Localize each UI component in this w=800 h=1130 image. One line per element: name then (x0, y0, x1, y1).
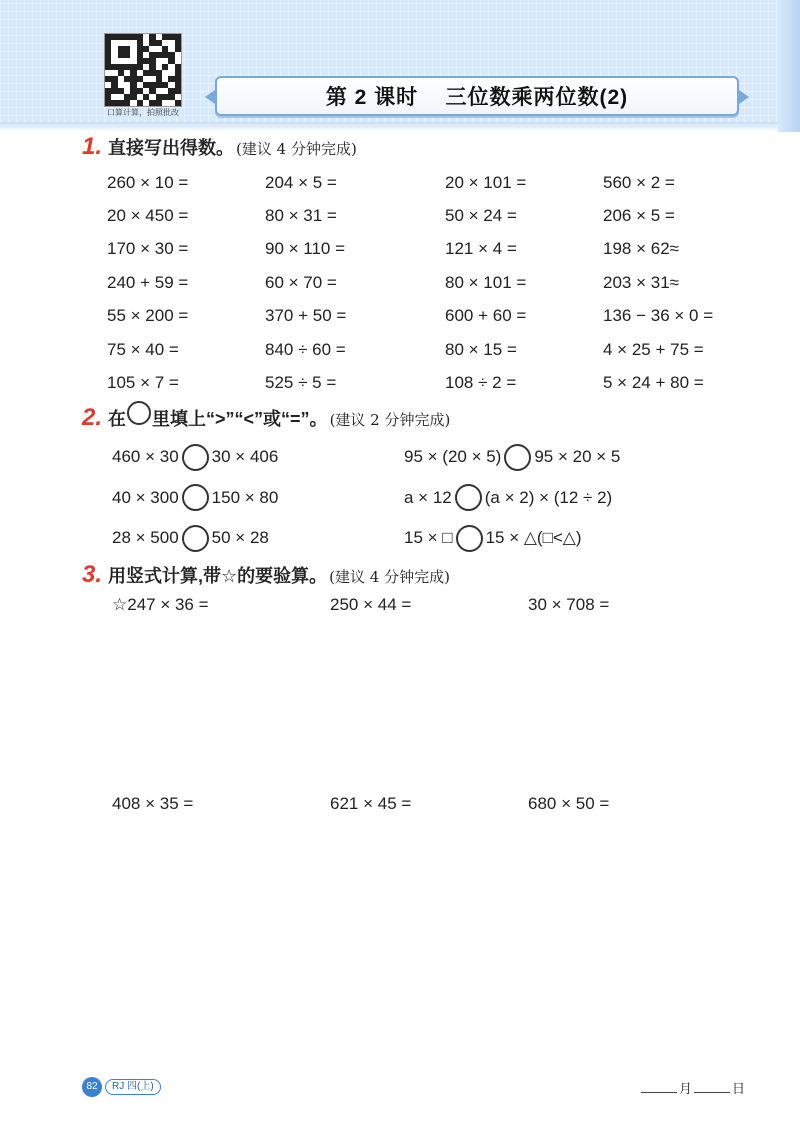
comparison-item (404, 525, 582, 552)
comparison-left-expression: 460 × 30 (112, 447, 179, 467)
mental-math-problem[interactable]: 206 × 5 = (603, 206, 675, 226)
mental-math-problem[interactable]: 204 × 5 = (265, 172, 337, 192)
mental-math-problem[interactable]: 80 × 15 = (445, 339, 517, 359)
vertical-calc-problem[interactable]: 30 × 708 = (528, 595, 610, 614)
vertical-calc-row-1 (112, 595, 609, 615)
comparison-left-expression: 40 × 300 (112, 487, 179, 507)
mental-math-problem[interactable]: 170 × 30 = (107, 239, 189, 259)
section-1-heading (82, 133, 357, 161)
section-1-text: 直接写出得数。 (108, 138, 235, 158)
mental-math-problem[interactable]: 75 × 40 = (107, 339, 179, 359)
section-2-text-after: 里填上“>”“<”或“=”。 (152, 409, 328, 429)
comparison-left-expression: 95 × (20 × 5) (404, 447, 502, 467)
comparison-left-expression: 15 × □ (404, 528, 453, 548)
month-blank[interactable] (641, 1092, 677, 1093)
comparison-left-expression: 28 × 500 (112, 528, 179, 548)
answer-circle[interactable] (504, 444, 531, 471)
page-number: 82 (82, 1077, 102, 1097)
section-1-hint: (建议 4 分钟完成) (236, 140, 357, 158)
comparison-item (404, 484, 612, 511)
mental-math-problem[interactable]: 203 × 31≈ (603, 272, 679, 292)
comparison-row (112, 518, 620, 559)
mental-math-row (107, 333, 743, 366)
section-2-hint: (建议 2 分钟完成) (329, 411, 451, 429)
edition-label: RJ 四(上) (105, 1079, 161, 1095)
mental-math-row (107, 366, 743, 399)
section-3-heading (82, 561, 450, 589)
day-blank[interactable] (694, 1092, 730, 1093)
circle-icon (127, 401, 151, 425)
month-label: 月 (678, 1081, 692, 1096)
section-3-text: 用竖式计算,带☆的要验算。 (108, 566, 328, 586)
qr-code-icon[interactable] (104, 33, 182, 107)
vertical-calc-row-2 (112, 794, 609, 814)
mental-math-problem[interactable]: 60 × 70 = (265, 272, 337, 292)
answer-circle[interactable] (455, 484, 482, 511)
mental-math-problem[interactable]: 840 ÷ 60 = (265, 339, 346, 359)
mental-math-problem[interactable]: 600 + 60 = (445, 306, 527, 326)
page-edge (778, 0, 800, 132)
mental-math-problem[interactable]: 136 − 36 × 0 = (603, 306, 714, 326)
mental-math-problem[interactable]: 4 × 25 + 75 = (603, 339, 704, 359)
answer-circle[interactable] (182, 444, 209, 471)
answer-circle[interactable] (456, 525, 483, 552)
comparison-right-expression: 50 × 28 (211, 528, 269, 548)
vertical-calc-problem[interactable]: 408 × 35 = (112, 794, 194, 813)
mental-math-grid (107, 166, 743, 400)
mental-math-problem[interactable]: 5 × 24 + 80 = (603, 373, 704, 393)
mental-math-problem[interactable]: 105 × 7 = (107, 373, 179, 393)
mental-math-problem[interactable]: 90 × 110 = (265, 239, 346, 259)
date-field (639, 1078, 745, 1097)
comparison-row (112, 478, 620, 519)
vertical-calc-problem[interactable]: 250 × 44 = (330, 595, 412, 614)
section-1-number: 1. (82, 133, 103, 160)
mental-math-problem[interactable]: 80 × 31 = (265, 206, 337, 226)
answer-circle[interactable] (182, 525, 209, 552)
mental-math-problem[interactable]: 55 × 200 = (107, 306, 189, 326)
mental-math-problem[interactable]: 50 × 24 = (445, 206, 517, 226)
vertical-calc-problem[interactable]: 621 × 45 = (330, 794, 412, 813)
mental-math-problem[interactable]: 525 ÷ 5 = (265, 373, 337, 393)
mental-math-problem[interactable]: 80 × 101 = (445, 272, 527, 292)
mental-math-problem[interactable]: 560 × 2 = (603, 172, 675, 192)
answer-circle[interactable] (182, 484, 209, 511)
vertical-calc-problem[interactable]: ☆247 × 36 = (112, 595, 209, 614)
mental-math-problem[interactable]: 370 + 50 = (265, 306, 347, 326)
day-label: 日 (731, 1081, 745, 1096)
comparison-right-expression: 15 × △(□<△) (485, 528, 582, 548)
comparison-item (112, 525, 404, 552)
comparison-item (404, 444, 620, 471)
mental-math-problem[interactable]: 20 × 450 = (107, 206, 189, 226)
section-2-number: 2. (82, 404, 103, 431)
comparison-row (112, 437, 620, 478)
lesson-title-bar (215, 76, 739, 116)
comparison-right-expression: (a × 2) × (12 ÷ 2) (484, 487, 613, 507)
comparison-right-expression: 150 × 80 (211, 487, 279, 507)
mental-math-problem[interactable]: 121 × 4 = (445, 239, 517, 259)
mental-math-problem[interactable]: 240 + 59 = (107, 272, 189, 292)
section-2-text-before: 在 (108, 409, 127, 429)
mental-math-row (107, 233, 743, 266)
comparison-right-expression: 30 × 406 (211, 447, 279, 467)
comparison-grid (112, 437, 620, 559)
mental-math-problem[interactable]: 260 × 10 = (107, 172, 189, 192)
comparison-right-expression: 95 × 20 × 5 (534, 447, 621, 467)
comparison-left-expression: a × 12 (404, 487, 452, 507)
lesson-title: 第 2 课时 三位数乘两位数(2) (325, 86, 629, 109)
mental-math-row (107, 199, 743, 232)
section-3-number: 3. (82, 561, 103, 588)
vertical-calc-problem[interactable]: 680 × 50 = (528, 794, 610, 813)
qr-caption: 口算计算，拍照批改 (107, 108, 179, 117)
mental-math-problem[interactable]: 20 × 101 = (445, 172, 527, 192)
mental-math-row (107, 166, 743, 199)
mental-math-problem[interactable]: 198 × 62≈ (603, 239, 679, 259)
comparison-item (112, 484, 404, 511)
section-3-hint: (建议 4 分钟完成) (329, 568, 450, 586)
mental-math-row (107, 300, 743, 333)
footer-badge (82, 1077, 161, 1097)
section-2-heading (82, 401, 450, 432)
mental-math-row (107, 266, 743, 299)
mental-math-problem[interactable]: 108 ÷ 2 = (445, 373, 517, 393)
comparison-item (112, 444, 404, 471)
